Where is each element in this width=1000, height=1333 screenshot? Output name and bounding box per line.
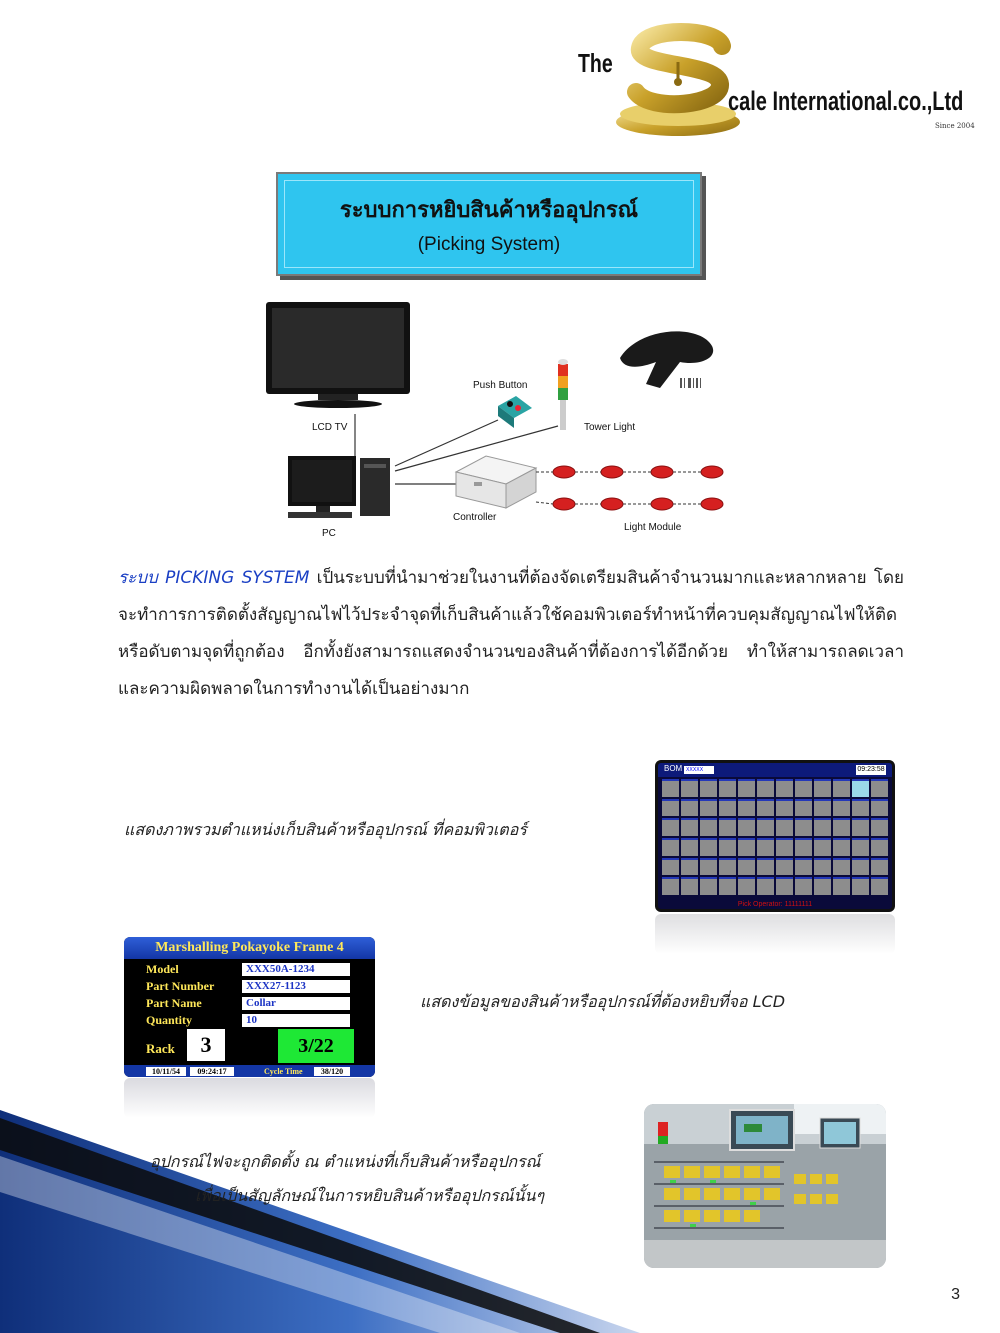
bom-grid-cell	[833, 858, 850, 876]
bom-label: BOM	[664, 764, 683, 773]
push-button-icon	[498, 396, 532, 428]
label-pc: PC	[322, 528, 336, 539]
bom-grid-cell	[662, 858, 679, 876]
bom-grid-cell	[700, 877, 717, 895]
bom-grid-cell	[681, 799, 698, 817]
bom-grid-cell	[662, 818, 679, 836]
bom-grid-cell	[681, 779, 698, 797]
caption-overview: แสดงภาพรวมตำแหน่งเก็บสินค้าหรืออุปกรณ์ ที่คอมพิวเตอร์	[124, 820, 527, 839]
lcd-row-value: XXX27-1123	[242, 980, 350, 993]
bom-grid-cell	[738, 838, 755, 856]
lcd-time: 09:24:17	[190, 1067, 234, 1076]
lcd-rack-label: Rack	[146, 1041, 175, 1056]
label-tower-light: Tower Light	[584, 422, 636, 433]
bom-grid-cell	[757, 818, 774, 836]
bom-grid-cell	[795, 779, 812, 797]
bom-grid-cell	[719, 818, 736, 836]
bom-grid-cell	[871, 877, 888, 895]
lcd-row-label: Part Name	[146, 996, 202, 1010]
label-push-button: Push Button	[473, 380, 528, 391]
lcd-row-label: Model	[146, 962, 179, 976]
bom-grid-cell	[738, 877, 755, 895]
bom-location-grid	[662, 779, 888, 895]
lcd-row-label: Quantity	[146, 1013, 193, 1027]
logo-the: The	[578, 48, 613, 78]
bom-grid-cell	[814, 838, 831, 856]
bom-grid-cell	[776, 799, 793, 817]
bom-grid-cell	[871, 858, 888, 876]
bom-screen-reflection	[655, 914, 895, 954]
bom-grid-cell	[681, 877, 698, 895]
bom-grid-cell	[852, 838, 869, 856]
bom-grid-cell	[814, 858, 831, 876]
bom-grid-cell	[700, 779, 717, 797]
bom-operator: Pick Operator: 11111111	[737, 901, 813, 908]
intro-paragraph	[118, 560, 904, 708]
bom-grid-cell	[833, 799, 850, 817]
bom-grid-cell	[700, 818, 717, 836]
lcd-row-value: XXX50A-1234	[242, 963, 350, 976]
bom-grid-cell	[757, 838, 774, 856]
bom-grid-cell	[719, 877, 736, 895]
bom-screen-image	[655, 760, 895, 912]
warehouse-illustration	[644, 1104, 886, 1268]
lcd-row-value: 10	[242, 1014, 350, 1027]
intro-body: เป็นระบบที่นำมาช่วยในงานที่ต้องจัดเตรียมสินค้าจำนวนมากและหลากหลาย โดยจะทำการการติดตั้งสัญญาณไฟไว้ประจำจุดที่เก็บสินค้าแล้วใช้คอมพิวเตอร์ทำหน้าที่ควบคุมสัญญาณไฟให้ติดหรือดับตามจุดที่ถูกต้อง อีกทั้งยังสามารถแสดงจำนวนของสินค้าที่ต้องการได้อีกด้วย ทำให้สามารถลดเวลาและความผิดพลาดในการทำงานได้เป็นอย่างมาก	[118, 568, 904, 699]
bom-grid-cell	[871, 799, 888, 817]
bom-grid-cell	[833, 877, 850, 895]
bom-grid-cell	[852, 799, 869, 817]
bom-grid-cell	[681, 858, 698, 876]
pc-icon	[288, 456, 390, 518]
bom-grid-cell	[776, 818, 793, 836]
bom-grid-cell	[757, 779, 774, 797]
lcd-row-value: Collar	[242, 997, 350, 1010]
logo-since: Since 2004	[935, 122, 975, 130]
bom-grid-cell	[757, 858, 774, 876]
caption-light-line2: เพื่อเป็นสัญลักษณ์ในการหยิบสินค้าหรืออุปกรณ์นั้นๆ	[195, 1186, 545, 1205]
bom-grid-cell	[795, 799, 812, 817]
bom-grid-cell	[738, 779, 755, 797]
bom-grid-cell	[719, 779, 736, 797]
bom-grid-cell	[700, 838, 717, 856]
bom-grid-cell	[776, 779, 793, 797]
bom-grid-cell	[662, 779, 679, 797]
label-controller: Controller	[453, 512, 497, 523]
bom-grid-cell	[738, 818, 755, 836]
caption-light-line1: อุปกรณ์ไฟจะถูกติดตั้ง ณ ตำแหน่งที่เก็บสินค้าหรืออุปกรณ์	[150, 1152, 541, 1171]
title-box	[276, 172, 702, 276]
bom-grid-cell	[852, 818, 869, 836]
bom-grid-cell	[757, 799, 774, 817]
bom-grid-cell	[719, 799, 736, 817]
bom-grid-cell	[814, 799, 831, 817]
bom-grid-cell	[833, 779, 850, 797]
bom-grid-cell	[814, 818, 831, 836]
lcd-count: 3/22	[278, 1029, 354, 1063]
lcd-title: Marshalling Pokayoke Frame 4	[124, 937, 375, 959]
bom-grid-cell	[871, 818, 888, 836]
bom-grid-cell	[719, 838, 736, 856]
bom-grid-cell	[681, 838, 698, 856]
bom-grid-cell	[814, 877, 831, 895]
bom-grid-cell	[795, 877, 812, 895]
bom-grid-cell	[700, 799, 717, 817]
bom-grid-cell	[814, 779, 831, 797]
bom-grid-cell	[795, 818, 812, 836]
bom-grid-cell	[776, 877, 793, 895]
bom-grid-cell	[871, 838, 888, 856]
logo-company-name: cale International.co.,Ltd	[728, 86, 964, 116]
bom-clock: 09:23:58	[857, 766, 885, 773]
bom-grid-cell	[738, 858, 755, 876]
page-number: 3	[951, 1286, 960, 1303]
bom-grid-cell	[719, 858, 736, 876]
bom-grid-cell	[681, 818, 698, 836]
controller-icon	[456, 456, 536, 508]
scale-logo-emblem	[610, 22, 750, 140]
corner-decoration	[0, 1110, 640, 1333]
diagram-illustration	[260, 296, 740, 546]
bom-grid-cell	[852, 858, 869, 876]
bom-grid-cell	[833, 838, 850, 856]
bom-grid-cell	[776, 858, 793, 876]
bom-grid-cell	[662, 877, 679, 895]
title-english: (Picking System)	[417, 234, 561, 255]
bom-grid-cell	[738, 799, 755, 817]
bom-grid-cell	[700, 858, 717, 876]
lcd-rack-value: 3	[187, 1029, 225, 1061]
lcd-date: 10/11/54	[146, 1067, 186, 1076]
bom-field: XXXXX	[684, 766, 714, 774]
caption-lcd: แสดงข้อมูลของสินค้าหรืออุปกรณ์ที่ต้องหยิบที่จอ LCD	[420, 992, 786, 1011]
lcd-cycle-value: 38/120	[314, 1067, 350, 1076]
warehouse-photo	[644, 1104, 886, 1268]
lcd-row-label: Part Number	[146, 979, 215, 993]
bom-grid-cell	[662, 799, 679, 817]
tower-light-icon	[558, 359, 568, 430]
company-logo	[570, 20, 980, 150]
lcd-cycle-label: Cycle Time	[264, 1067, 303, 1076]
bom-grid-cell	[795, 858, 812, 876]
picking-system-diagram	[260, 296, 740, 546]
bom-grid-cell	[852, 877, 869, 895]
intro-lead: ระบบ PICKING SYSTEM	[118, 568, 310, 588]
bom-header	[658, 763, 892, 777]
bom-grid-cell	[776, 838, 793, 856]
label-light-module: Light Module	[624, 522, 682, 533]
lcd-panel-image	[124, 937, 375, 1077]
barcode-scanner-icon	[620, 331, 713, 388]
title-thai: ระบบการหยิบสินค้าหรืออุปกรณ์	[339, 198, 639, 223]
lcd-tv-icon	[266, 302, 410, 408]
bom-grid-cell	[833, 818, 850, 836]
bom-grid-cell	[757, 877, 774, 895]
label-lcd-tv: LCD TV	[312, 422, 348, 433]
light-module-icons	[536, 466, 723, 510]
bom-grid-cell	[852, 779, 869, 797]
bom-grid-cell	[662, 838, 679, 856]
bom-grid-cell	[795, 838, 812, 856]
bom-grid-cell	[871, 779, 888, 797]
